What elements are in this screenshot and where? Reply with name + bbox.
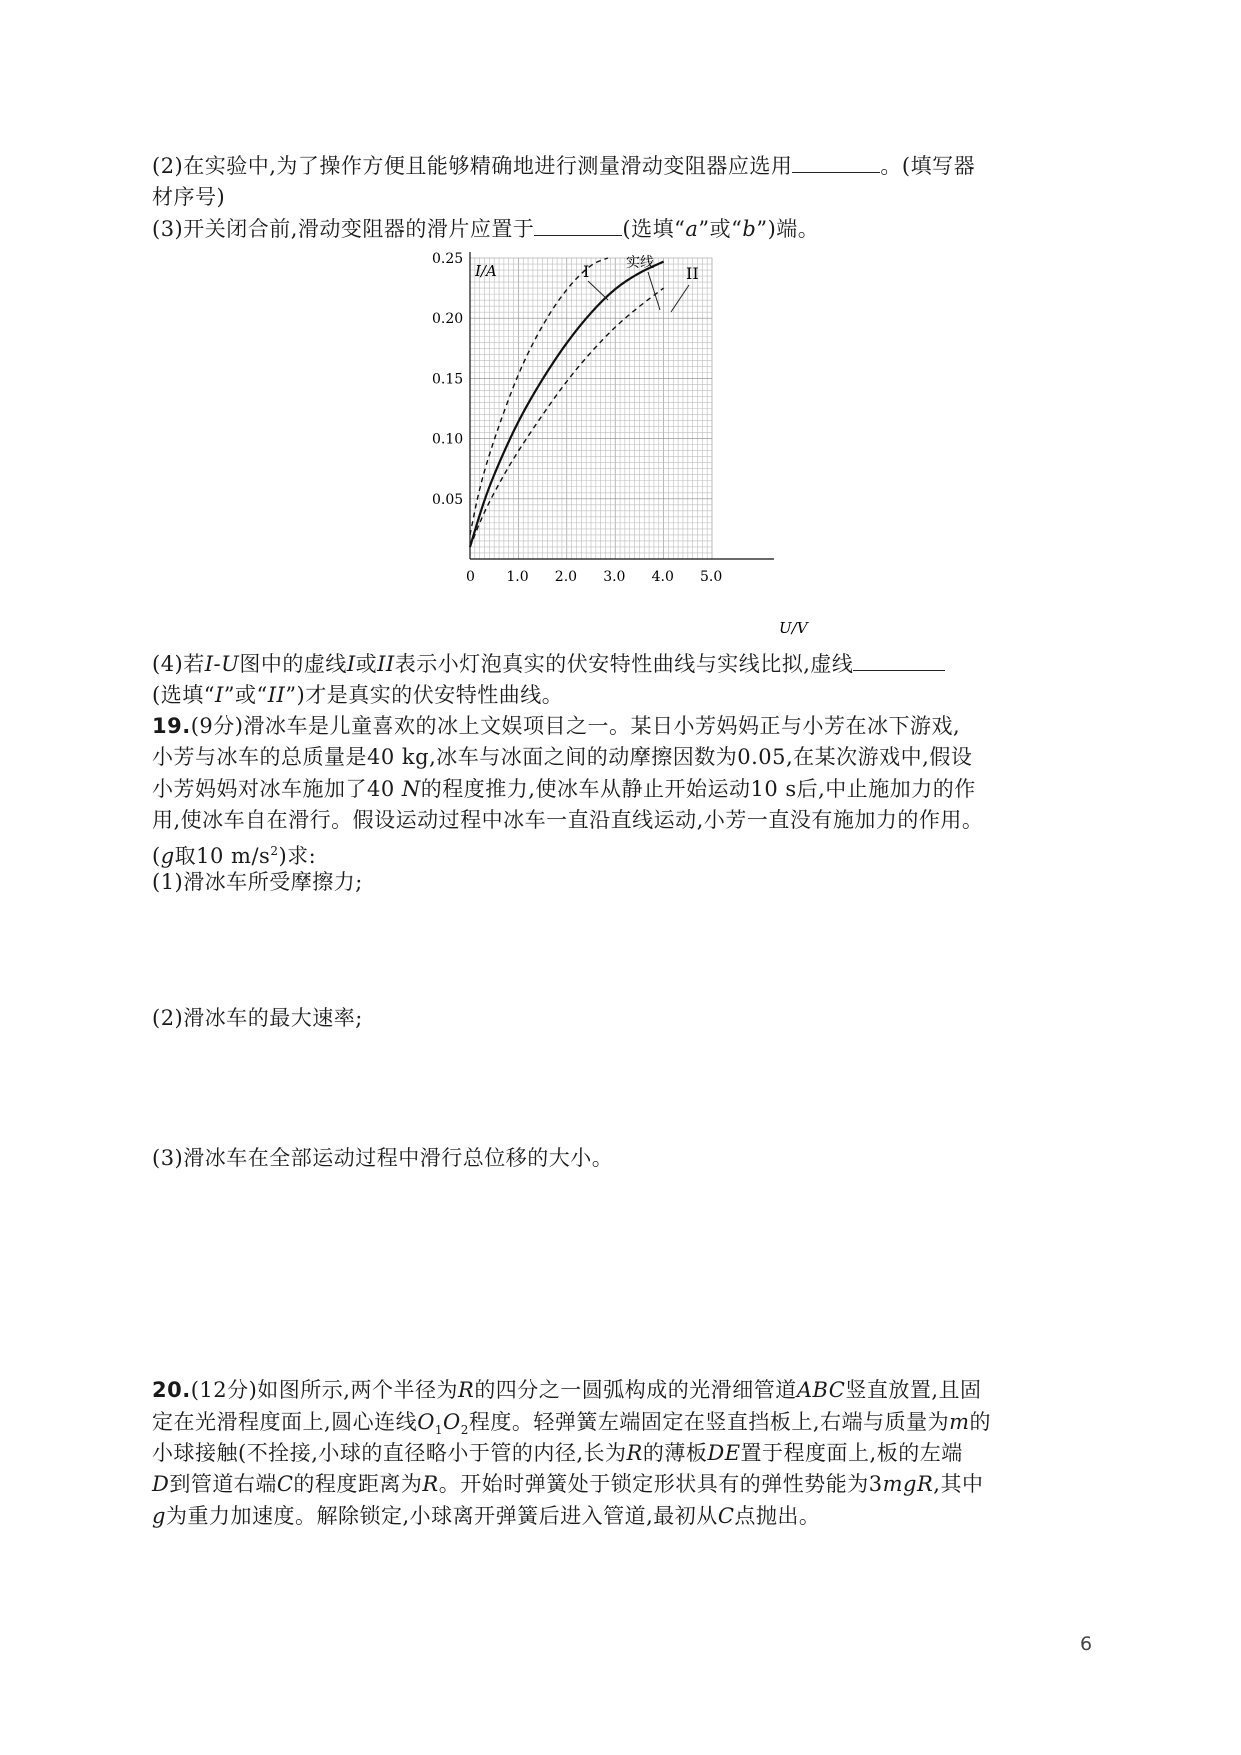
q19-subquestion-2: (2)滑冰车的最大速率;: [152, 1006, 363, 1030]
symbol-mgr: mgR: [882, 1472, 934, 1496]
q19-text-5a: (: [152, 844, 161, 868]
q20-line4: [152, 1469, 983, 1499]
q19-line4: [152, 805, 983, 835]
q19-text-2: 小芳与冰车的总质量是40 kg,冰车与冰面之间的动摩擦因数为0.05,在某次游戏中,假设: [152, 745, 973, 769]
q18-part2-line1: [152, 150, 975, 181]
y-tick-label: 0.10: [432, 431, 464, 448]
q18-p3-text-d: ”)端。: [756, 217, 820, 241]
symbol-d: D: [152, 1472, 170, 1496]
symbol-g: g: [152, 1504, 166, 1528]
symbol-g: g: [160, 844, 175, 868]
superscript: 2: [270, 844, 279, 858]
symbol-r: R: [422, 1472, 439, 1496]
q19-text-5b: 取10 m/s: [174, 844, 271, 868]
answer-blank[interactable]: [534, 213, 622, 236]
x-tick-label: 0: [466, 569, 475, 585]
q19-subquestion-1: (1)滑冰车所受摩擦力;: [152, 870, 363, 894]
symbol-abc: ABC: [796, 1378, 846, 1402]
q18-p2-text-c: 。(填写器: [880, 154, 976, 178]
q20-text-3c: 置于程度面上,板的左端: [740, 1441, 963, 1465]
q19-line2: [152, 742, 972, 772]
page-number: 6: [1080, 1633, 1093, 1655]
iu-characteristic-chart: [430, 248, 830, 643]
q20-text-2c: 的: [969, 1410, 992, 1434]
y-tick-label: 0.15: [432, 371, 464, 388]
q20-text-2b: 程度。轻弹簧左端固定在竖直挡板上,右端与质量为: [468, 1410, 950, 1434]
x-tick-label: 5.0: [700, 569, 723, 585]
symbol-o: O: [443, 1410, 461, 1434]
symbol-de: DE: [707, 1441, 741, 1465]
q20-text-5a: 为重力加速度。解除锁定,小球离开弹簧后进入管道,最初从: [165, 1504, 718, 1528]
curve-symbol-ii: II: [377, 652, 395, 676]
option-a: a: [685, 217, 699, 241]
y-tick-label: 0.25: [432, 251, 464, 267]
q20-line3: [152, 1438, 963, 1468]
q19-line1: [152, 711, 960, 741]
q18-p4-text-f: ”)才是真实的伏安特性曲线。: [285, 683, 564, 707]
question-number: 19.: [152, 714, 191, 738]
q20-text-2a: 定在光滑程度面上,圆心连线: [152, 1410, 418, 1434]
q19-text-5c: )求:: [278, 844, 317, 868]
curve-label-ii: II: [686, 264, 699, 283]
curve-symbol-i: I: [346, 652, 356, 676]
q20-text-1b: 的四分之一圆弧构成的光滑细管道: [474, 1378, 797, 1402]
q18-p4-text-c: 或: [355, 652, 378, 676]
symbol-c: C: [717, 1504, 735, 1528]
x-tick-label: 4.0: [651, 569, 674, 585]
q18-p3-text-a: (3)开关闭合前,滑动变阻器的滑片应置于: [152, 217, 535, 241]
x-tick-label: 3.0: [603, 569, 626, 585]
y-tick-label: 0.20: [432, 311, 464, 328]
q20-text-1a: (12分)如图所示,两个半径为: [190, 1378, 458, 1402]
label-leader-ii: [671, 285, 689, 312]
symbol-r: R: [458, 1378, 475, 1402]
q18-p4-text-d: 表示小灯泡真实的伏安特性曲线与实线比拟,虚线: [394, 652, 854, 676]
q18-part3-line: [152, 213, 819, 244]
q18-part2-line2: [152, 182, 225, 212]
q19-line3: [152, 774, 976, 804]
q18-p3-text-c: ”或“: [698, 217, 743, 241]
option-b: b: [742, 217, 757, 241]
symbol-c: C: [276, 1472, 294, 1496]
q19-subquestion-3: (3)滑冰车在全部运动过程中滑行总位移的大小。: [152, 1146, 614, 1170]
q20-text-1c: 竖直放置,且固: [845, 1378, 982, 1402]
q19-line5: [152, 836, 316, 871]
q19-text-3a: 小芳妈妈对冰车施加了40: [152, 777, 402, 801]
chart-grid: [470, 258, 712, 559]
iu-symbol: I-U: [204, 652, 240, 676]
q19-sub1: [152, 867, 363, 897]
q18-p2-text-b: 滑动变阻器应选用: [620, 154, 793, 178]
q19-text-3b: 的程度推力,使冰车从静止开始运动10 s后,中止施加力的作: [420, 777, 976, 801]
q20-text-3a: 小球接触(不拴接,小球的直径略小于管的内径,长为: [152, 1441, 627, 1465]
subscript: 1: [434, 1423, 444, 1438]
q20-text-4b: 的程度距离为: [293, 1472, 423, 1496]
q20-text-4e: ,其中: [933, 1472, 984, 1496]
q18-p4-text-a: (4)若: [152, 652, 205, 676]
q20-line1: [152, 1375, 982, 1405]
q18-p4-text-b: 图中的虚线: [239, 652, 347, 676]
symbol-m: m: [949, 1410, 970, 1434]
curve-symbol-i: I: [214, 683, 224, 707]
q19-sub2: [152, 1003, 363, 1033]
unit-n: N: [401, 777, 421, 801]
q20-text-5b: 点抛出。: [734, 1504, 821, 1528]
x-tick-label: 2.0: [554, 569, 578, 585]
q18-part4-line1: [152, 648, 945, 679]
q18-p4-text-e3: ”或“: [223, 683, 268, 707]
y-axis-label: I/A: [475, 262, 497, 280]
q19-sub3: [152, 1143, 613, 1173]
q20-line5: [152, 1501, 820, 1531]
q20-text-4c: 。开始时弹簧处于锁定形状具有的弹性势能为3: [438, 1472, 883, 1496]
q20-text-3b: 的薄板: [642, 1441, 708, 1465]
subscript: 2: [460, 1423, 469, 1438]
answer-blank[interactable]: [792, 150, 880, 173]
curve-symbol-ii: II: [267, 683, 286, 707]
curve-label-i: I: [583, 262, 590, 281]
q18-p4-text-e: (选填“: [152, 683, 215, 707]
q19-text-1: (9分)滑冰车是儿童喜欢的冰上文娱项目之一。某日小芳妈妈正与小芳在冰下游戏,: [190, 714, 961, 738]
y-tick-label: 0.05: [432, 491, 464, 508]
x-axis-label: U/V: [779, 619, 808, 637]
q18-p3-text-b: (选填“: [622, 217, 686, 241]
q18-p2-text-a: (2)在实验中,为了操作方便且能够精确地进行测量: [152, 154, 621, 178]
question-number: 20.: [152, 1378, 191, 1402]
chart-axes: [470, 252, 774, 559]
symbol-r: R: [626, 1441, 643, 1465]
curve-label-solid: 实线: [626, 255, 654, 271]
answer-blank[interactable]: [853, 648, 945, 671]
q18-p2-text-d: 材序号): [152, 185, 226, 209]
q18-part4-line2: [152, 680, 563, 710]
q19-text-4: 用,使冰车自在滑行。假设运动过程中冰车一直沿直线运动,小芳一直没有施加力的作用。: [152, 808, 984, 832]
symbol-o: O: [417, 1410, 435, 1434]
x-tick-label: 1.0: [506, 569, 529, 585]
q20-text-4a: 到管道右端: [169, 1472, 277, 1496]
